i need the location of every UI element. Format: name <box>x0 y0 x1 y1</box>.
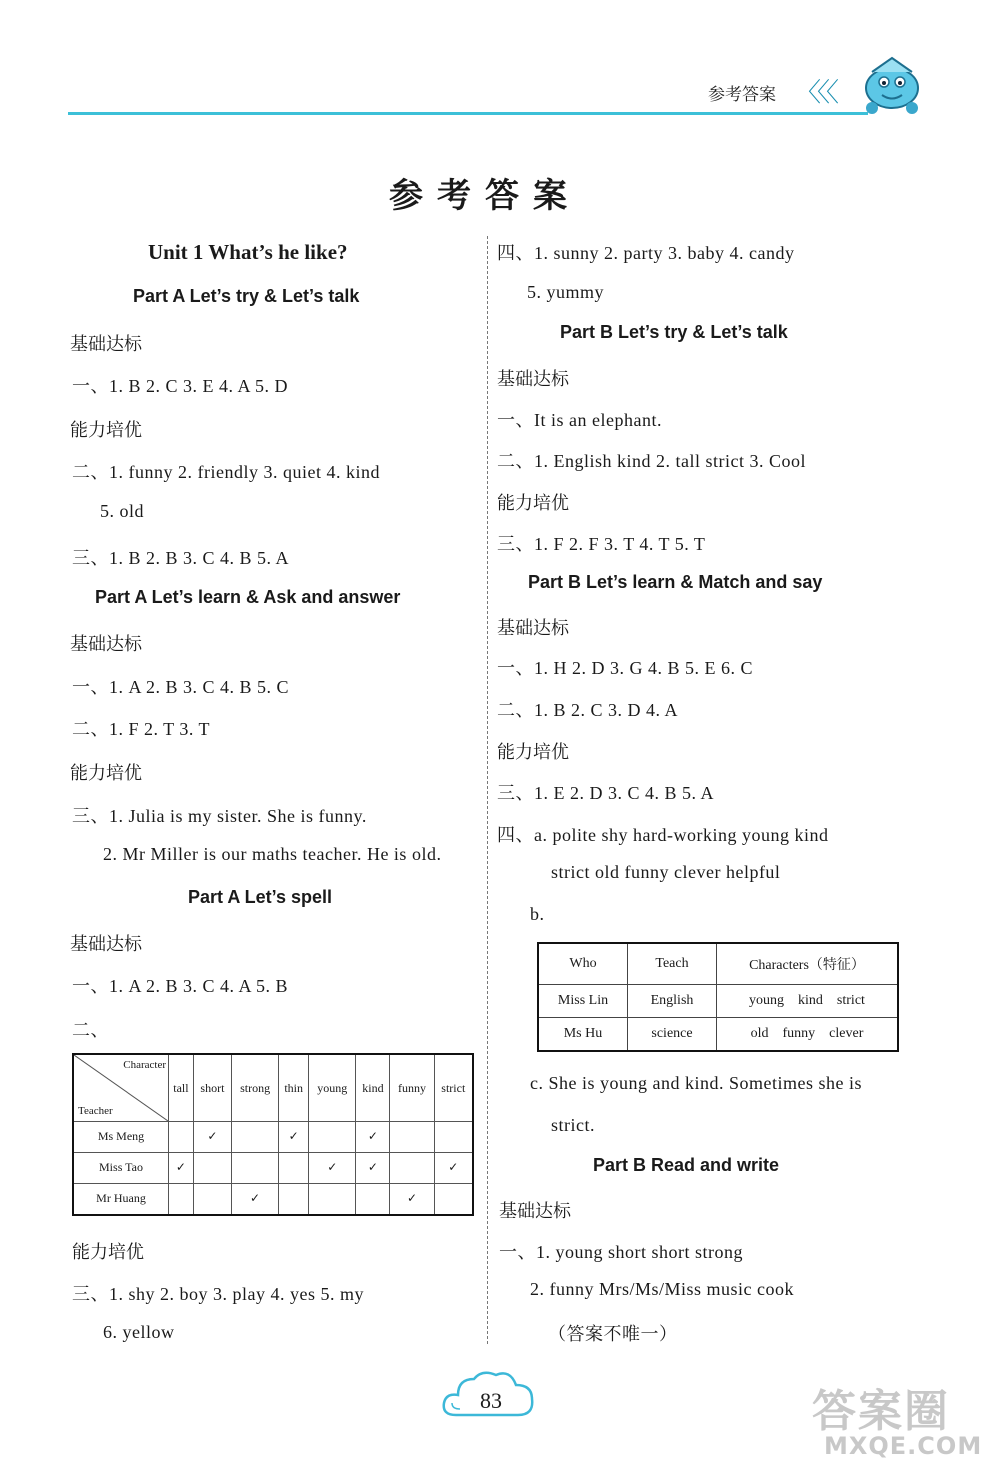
check-mark: ✓ <box>390 1183 434 1215</box>
table-row <box>73 1122 473 1153</box>
answer-line: 一、It is an elephant. <box>497 410 662 430</box>
corner-top-label: Character <box>123 1059 166 1071</box>
check-mark: ✓ <box>279 1122 309 1153</box>
section-label: 基础达标 <box>499 1201 571 1222</box>
column-divider <box>487 236 488 1344</box>
mascot-icon <box>858 50 926 120</box>
table-cell: Ms Hu <box>538 1017 628 1051</box>
answer-line: 一、1. B 2. C 3. E 4. A 5. D <box>72 376 289 396</box>
table-cell: English <box>628 984 717 1017</box>
answer-line: 二、1. funny 2. friendly 3. quiet 4. kind <box>72 462 380 482</box>
answer-line: strict. <box>551 1115 595 1135</box>
part-heading: Part B Read and write <box>593 1155 780 1175</box>
table-row <box>538 1017 898 1051</box>
section-label: 能力培优 <box>72 1242 144 1263</box>
column-header: Teach <box>628 943 717 984</box>
column-header: thin <box>279 1054 309 1122</box>
header-label: 参考答案 <box>708 85 776 105</box>
watermark-logo: 答案圈 <box>812 1386 950 1437</box>
corner-bottom-label: Teacher <box>78 1105 113 1117</box>
column-header: funny <box>390 1054 434 1122</box>
part-heading: Part B Let’s try & Let’s talk <box>560 322 788 342</box>
page-number: 83 <box>480 1388 502 1413</box>
part-heading: Part A Let’s learn & Ask and answer <box>95 587 401 607</box>
check-mark: ✓ <box>231 1183 278 1215</box>
column-header: tall <box>169 1054 194 1122</box>
answer-line: 二、1. B 2. C 3. D 4. A <box>497 700 679 720</box>
section-label: 能力培优 <box>70 420 142 441</box>
column-header: strict <box>434 1054 473 1122</box>
column-header: kind <box>356 1054 390 1122</box>
section-label: 基础达标 <box>70 334 142 355</box>
answer-line: （答案不唯一） <box>548 1324 678 1344</box>
table-cell: science <box>628 1017 717 1051</box>
answer-line: 一、1. A 2. B 3. C 4. A 5. B <box>72 976 289 996</box>
answer-line: 三、1. shy 2. boy 3. play 4. yes 5. my <box>72 1284 364 1304</box>
header-rule <box>68 112 868 115</box>
answer-line: 三、1. F 2. F 3. T 4. T 5. T <box>497 534 706 554</box>
answer-line: 5. yummy <box>527 282 605 302</box>
part-heading: Part A Let’s try & Let’s talk <box>133 286 360 306</box>
answer-line: 三、1. B 2. B 3. C 4. B 5. A <box>72 548 290 568</box>
check-mark: ✓ <box>193 1122 231 1153</box>
column-header: Characters（特征） <box>717 943 899 984</box>
teacher-cell: Mr Huang <box>73 1183 169 1215</box>
check-mark: ✓ <box>356 1122 390 1153</box>
answer-line: 一、1. young short short strong <box>499 1242 743 1262</box>
check-mark: ✓ <box>169 1152 194 1183</box>
part-heading: Part B Let’s learn & Match and say <box>528 572 823 592</box>
page-title: 参考答案 <box>389 176 581 216</box>
section-label: 基础达标 <box>70 634 142 655</box>
answer-line: 四、a. polite shy hard-working young kind <box>497 825 829 845</box>
answer-line: 三、1. E 2. D 3. C 4. B 5. A <box>497 783 715 803</box>
section-label: 能力培优 <box>497 493 569 514</box>
section-label: 基础达标 <box>70 934 142 955</box>
check-mark: ✓ <box>356 1152 390 1183</box>
table-row <box>73 1183 473 1215</box>
teacher-cell: Miss Tao <box>73 1152 169 1183</box>
section-label: 基础达标 <box>497 618 569 639</box>
column-header: young <box>309 1054 356 1122</box>
watermark-url: MXQE.COM <box>824 1432 983 1460</box>
answer-line: 5. old <box>100 501 145 521</box>
section-label: 能力培优 <box>497 742 569 763</box>
check-mark: ✓ <box>309 1152 356 1183</box>
answer-line: 四、1. sunny 2. party 3. baby 4. candy <box>497 243 795 263</box>
table-cell: Miss Lin <box>538 984 628 1017</box>
answer-line: 二、 <box>72 1020 109 1040</box>
answer-line: 6. yellow <box>103 1322 175 1342</box>
character-table <box>72 1053 474 1216</box>
table-row <box>538 984 898 1017</box>
answer-line: strict old funny clever helpful <box>551 862 781 882</box>
column-header: short <box>193 1054 231 1122</box>
part-heading: Part A Let’s spell <box>188 887 333 907</box>
column-header: strong <box>231 1054 278 1122</box>
answer-line: b. <box>530 904 545 924</box>
check-mark: ✓ <box>434 1152 473 1183</box>
answer-line: 二、1. English kind 2. tall strict 3. Cool <box>497 451 806 471</box>
section-label: 能力培优 <box>70 763 142 784</box>
table-cell: young kind strict <box>717 984 899 1017</box>
table-row <box>73 1152 473 1183</box>
answer-line: 二、1. F 2. T 3. T <box>72 719 211 739</box>
unit-title: Unit 1 What’s he like? <box>148 240 348 264</box>
answer-line: 一、1. A 2. B 3. C 4. B 5. C <box>72 677 290 697</box>
chevrons-icon: 〈〈〈 <box>795 78 836 108</box>
answer-line: 2. Mr Miller is our maths teacher. He is old. <box>103 844 442 864</box>
answer-line: 一、1. H 2. D 3. G 4. B 5. E 6. C <box>497 658 754 678</box>
teach-table <box>537 942 899 1052</box>
section-label: 基础达标 <box>497 369 569 390</box>
answer-line: c. She is young and kind. Sometimes she is <box>530 1073 862 1093</box>
teacher-cell: Ms Meng <box>73 1122 169 1153</box>
answer-line: 2. funny Mrs/Ms/Miss music cook <box>530 1279 795 1299</box>
column-header: Who <box>538 943 628 984</box>
answer-line: 三、1. Julia is my sister. She is funny. <box>72 806 367 826</box>
table-corner <box>73 1054 169 1122</box>
table-cell: old funny clever <box>717 1017 899 1051</box>
